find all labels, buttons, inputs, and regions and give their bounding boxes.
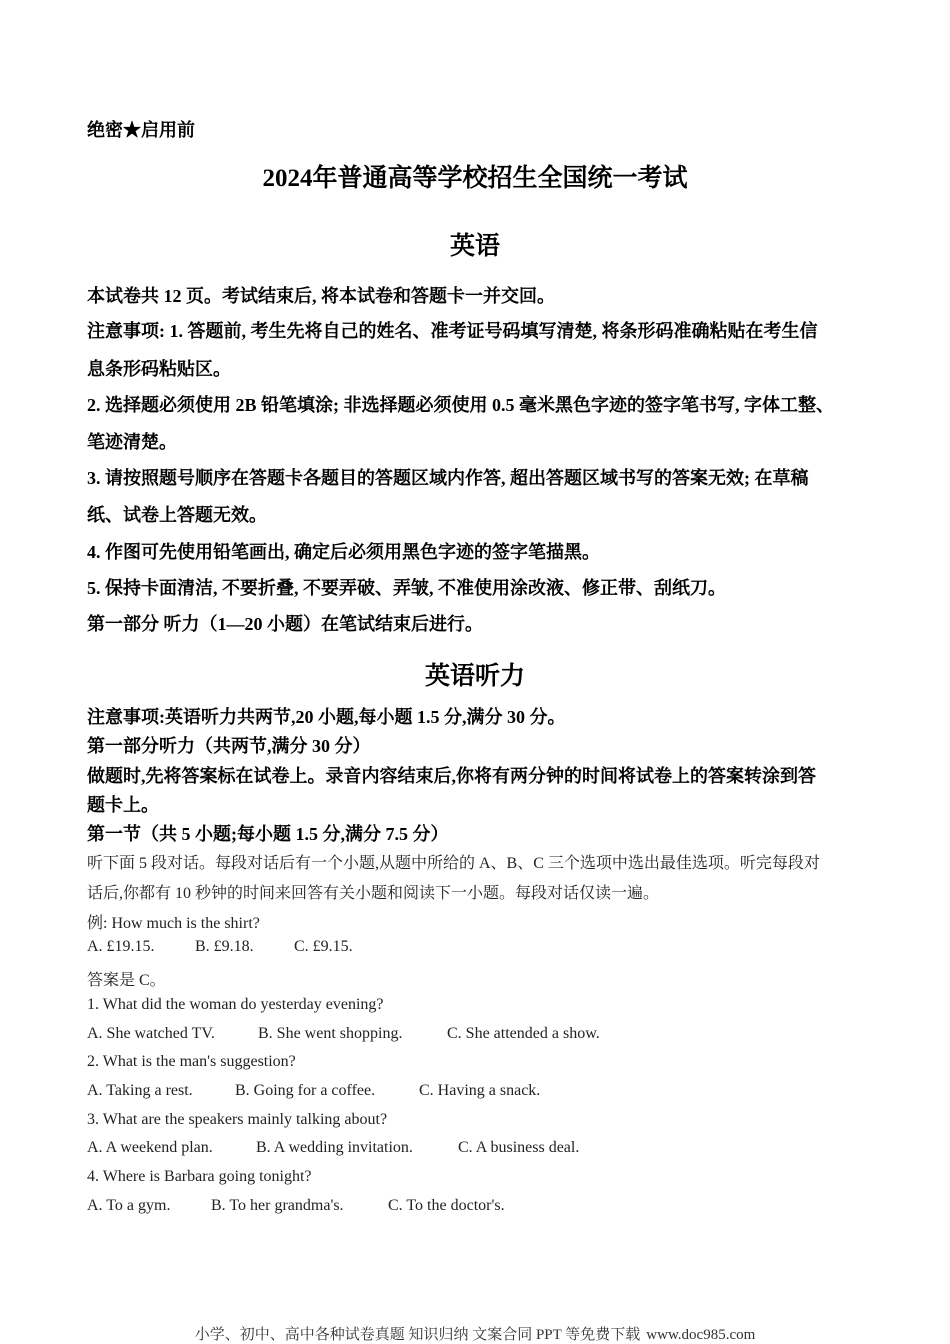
instruction-line: 第一部分 听力（1—20 小题）在笔试结束后进行。: [87, 614, 483, 634]
option: C. A business deal.: [458, 1139, 580, 1156]
question-text: 3. What are the speakers mainly talking about?: [87, 1111, 388, 1128]
option: B. Going for a coffee.: [235, 1082, 376, 1099]
page-footer: [0, 1323, 950, 1344]
listening-note: 做题时,先将答案标在试卷上。录音内容结束后,你将有两分钟的时间将试卷上的答案转涂到答: [87, 766, 816, 786]
instruction-line: 息条形码粘贴区。: [87, 359, 231, 379]
section-heading: 第一节（共 5 小题;每小题 1.5 分,满分 7.5 分）: [87, 824, 449, 844]
option: B. £9.18.: [195, 938, 254, 955]
instruction-line: 纸、试卷上答题无效。: [87, 505, 267, 525]
option: C. She attended a show.: [447, 1025, 600, 1042]
instruction-line: 2. 选择题必须使用 2B 铅笔填涂; 非选择题必须使用 0.5 毫米黑色字迹的签字笔书写, 字体工整、: [87, 395, 834, 415]
footer-text: 小学、初中、高中各种试卷真题 知识归纳 文案合同 PPT 等免费下载: [194, 1327, 641, 1343]
option: B. A wedding invitation.: [256, 1139, 413, 1156]
directions-line: 话后,你都有 10 秒钟的时间来回答有关小题和阅读下一小题。每段对话仅读一遍。: [87, 885, 660, 902]
confidential-label: 绝密★启用前: [87, 120, 195, 140]
example-options: [87, 938, 353, 956]
footer-site-link[interactable]: www.doc985.com: [646, 1327, 756, 1343]
option: A. She watched TV.: [87, 1025, 215, 1042]
option: B. She went shopping.: [258, 1025, 403, 1042]
question-text: 2. What is the man's suggestion?: [87, 1053, 296, 1070]
listening-note: 注意事项:英语听力共两节,20 小题,每小题 1.5 分,满分 30 分。: [87, 707, 566, 727]
instruction-line: 3. 请按照题号顺序在答题卡各题目的答题区域内作答, 超出答题区域书写的答案无效; 在草稿: [87, 468, 809, 488]
question-text: 4. Where is Barbara going tonight?: [87, 1168, 312, 1185]
option: A. To a gym.: [87, 1197, 171, 1214]
example-answer: 答案是 C。: [87, 972, 166, 989]
instruction-line: 5. 保持卡面清洁, 不要折叠, 不要弄破、弄皱, 不准使用涂改液、修正带、刮纸刀。: [87, 578, 726, 598]
subject-title: 英语: [449, 233, 500, 260]
listening-note: 第一部分听力（共两节,满分 30 分）: [87, 736, 371, 756]
listening-note: 题卡上。: [87, 795, 159, 815]
option: C. To the doctor's.: [388, 1197, 505, 1214]
question-options: [87, 1025, 600, 1043]
instruction-line: 笔迹清楚。: [87, 432, 177, 452]
option: A. £19.15.: [87, 938, 155, 955]
instruction-line: 4. 作图可先使用铅笔画出, 确定后必须用黑色字迹的签字笔描黑。: [87, 542, 600, 562]
option: B. To her grandma's.: [211, 1197, 344, 1214]
question-options: [87, 1139, 579, 1157]
instruction-line: 注意事项: 1. 答题前, 考生先将自己的姓名、准考证号码填写清楚, 将条形码准确粘贴在考生信: [87, 321, 818, 341]
exam-title: 2024年普通高等学校招生全国统一考试: [262, 165, 688, 192]
question-options: [87, 1082, 540, 1100]
option: A. Taking a rest.: [87, 1082, 193, 1099]
instruction-line: 本试卷共 12 页。考试结束后, 将本试卷和答题卡一并交回。: [87, 286, 555, 306]
option: C. £9.15.: [294, 938, 353, 955]
directions-line: 听下面 5 段对话。每段对话后有一个小题,从题中所给的 A、B、C 三个选项中选出最佳选项。听完每段对: [87, 855, 820, 872]
question-options: [87, 1197, 505, 1215]
question-text: 1. What did the woman do yesterday evening?: [87, 996, 384, 1013]
example-question: 例: How much is the shirt?: [87, 915, 260, 932]
option: C. Having a snack.: [419, 1082, 541, 1099]
listening-title: 英语听力: [424, 663, 525, 690]
option: A. A weekend plan.: [87, 1139, 213, 1156]
